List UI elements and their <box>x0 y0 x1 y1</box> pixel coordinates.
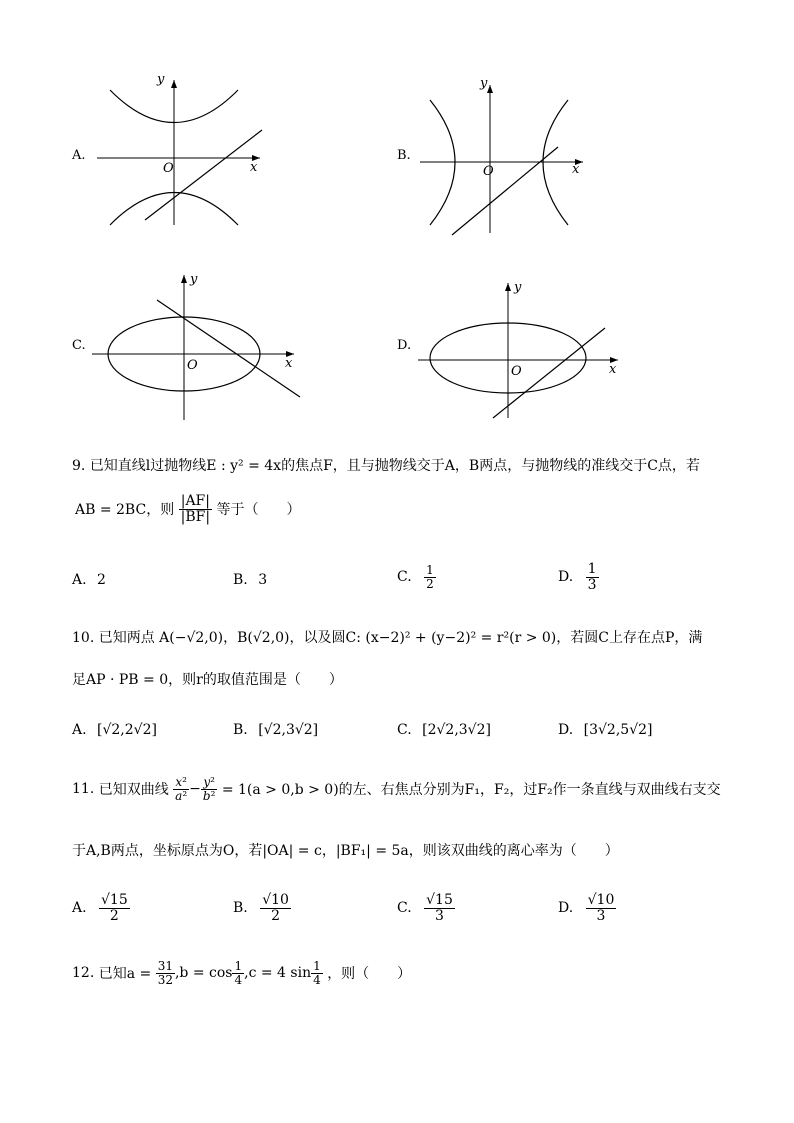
question-11-line-1: 11. 已知双曲线 $\frac{\text{x²}}{\text{a²}}$ − $\frac{\text{y²}}{\text{b²}}$ = 1(a > 0,b > 0)的左、右焦点分别为F₁，F₂，过F₂作一条直线与双曲线右支交 <box>72 775 721 803</box>
question-9-option-c[interactable] <box>397 564 436 590</box>
option-fraction <box>424 893 455 923</box>
option-denominator: 3 <box>596 907 606 924</box>
question-11-option-d[interactable] <box>558 893 616 923</box>
question-10-option-c[interactable] <box>397 722 491 738</box>
q12-a-fraction <box>156 960 175 986</box>
hyperbola-x-term: $\frac{\text{x²}}{\text{a²}}$ <box>175 775 188 803</box>
option-numerator: √10 <box>587 892 615 908</box>
figure-b-origin-label: O <box>483 164 494 179</box>
option-value: [√2,2√2] <box>97 722 157 738</box>
question-9-line-1 <box>72 455 700 475</box>
question-10-option-a[interactable] <box>72 722 157 738</box>
option-fraction <box>586 562 599 592</box>
q12-a-denominator: 32 <box>157 972 173 987</box>
figure-b-y-label: y <box>480 76 488 91</box>
question-9-option-b[interactable] <box>233 572 267 588</box>
question-10-option-b[interactable] <box>233 722 318 738</box>
figure-a-x-label: x <box>250 160 258 175</box>
figure-a-graph <box>95 70 275 235</box>
q12-c-denominator: 4 <box>313 972 321 987</box>
figure-c-graph <box>92 270 302 425</box>
figure-d-x-label: x <box>609 362 617 377</box>
option-denominator: 2 <box>426 576 434 591</box>
question-12-mid-1: ,b = cos <box>174 965 233 982</box>
question-9-line-2 <box>75 494 301 524</box>
option-value: [√2,3√2] <box>258 722 319 738</box>
option-numerator: √15 <box>426 892 453 908</box>
question-12-line-1 <box>72 960 411 986</box>
question-12-number: 12. <box>72 965 95 982</box>
q12-a-numerator: 31 <box>157 959 173 973</box>
figure-d-label: D. <box>397 338 412 353</box>
figure-a-label: A. <box>72 148 86 163</box>
question-11-option-c[interactable] <box>397 893 455 923</box>
q12-c-numerator: 1 <box>313 959 321 973</box>
question-9-ratio-numerator: |AF| <box>179 494 212 510</box>
option-fraction <box>586 893 617 923</box>
option-fraction <box>99 893 130 923</box>
option-label: D. <box>558 722 574 738</box>
option-label: D. <box>558 569 574 586</box>
option-numerator: √15 <box>101 892 128 908</box>
question-9-option-a[interactable] <box>72 572 106 588</box>
question-11-option-b[interactable] <box>233 893 291 923</box>
option-label: B. <box>233 722 248 738</box>
option-label: B. <box>233 900 248 917</box>
figure-d-origin-label: O <box>511 364 522 379</box>
figure-d-graph <box>418 278 628 423</box>
option-value: 2 <box>97 572 106 588</box>
option-value: [3√2,5√2] <box>583 722 653 738</box>
q12-c-fraction <box>311 960 323 986</box>
question-12-mid-2: ,c = 4 sin <box>244 965 312 982</box>
option-numerator: √10 <box>262 892 289 908</box>
option-label: B. <box>233 572 248 588</box>
q12-b-denominator: 4 <box>234 972 243 987</box>
question-11-text-2: 于A,B两点，坐标原点为O，若|OA| = c，|BF₁| = 5a，则该双曲线的离心率为（ ） <box>72 843 619 859</box>
question-10-option-d[interactable] <box>558 722 653 738</box>
option-label: C. <box>397 569 412 586</box>
question-9-condition: AB = 2BC，则 <box>75 502 175 519</box>
option-denominator: 3 <box>587 576 597 593</box>
figure-b-x-label: x <box>572 162 580 177</box>
question-12-tail: ，则（ ） <box>327 966 412 983</box>
option-label: A. <box>72 900 87 917</box>
question-9-tail: 等于（ ） <box>216 502 301 519</box>
question-10-number: 10. <box>72 630 95 646</box>
question-9-ratio-fraction <box>179 494 212 524</box>
option-value: 3 <box>258 572 268 588</box>
question-9-text: 已知直线l过抛物线E : y² = 4x的焦点F，且与抛物线交于A，B两点，与抛物线的准线交于C点，若 <box>89 458 700 474</box>
question-10-text-2: 足AP · PB = 0，则r的取值范围是（ ） <box>72 672 343 688</box>
figure-d-y-label: y <box>514 280 522 295</box>
question-10-text: 已知两点 A(−√2,0)，B(√2,0)，以及圆C: (x−2)² + (y−2)² = r²(r > 0)，若圆C上存在点P，满 <box>98 630 703 646</box>
option-label: A. <box>72 722 87 738</box>
option-label: A. <box>72 572 87 588</box>
question-12-pre: 已知a = <box>98 966 152 983</box>
question-11-pre: 已知双曲线 <box>98 782 169 799</box>
option-denominator: 2 <box>109 907 119 924</box>
figure-c-x-label: x <box>285 356 293 371</box>
option-label: C. <box>397 722 412 738</box>
question-11-option-a[interactable] <box>72 893 130 923</box>
option-denominator: 2 <box>271 907 281 924</box>
figure-c-y-label: y <box>190 272 198 287</box>
question-11-line-2 <box>72 840 619 860</box>
option-value: [2√2,3√2] <box>422 722 491 738</box>
option-label: C. <box>397 900 412 917</box>
figure-a-origin-label: O <box>163 161 174 176</box>
hyperbola-y-term: $\frac{\text{y²}}{\text{b²}}$ <box>202 775 216 803</box>
question-11-post: = 1(a > 0,b > 0)的左、右焦点分别为F₁，F₂，过F₂作一条直线与双曲线右支交 <box>221 782 721 799</box>
question-10-line-2 <box>72 669 343 689</box>
question-9-number: 9. <box>72 458 86 474</box>
question-11-number: 11. <box>72 781 95 798</box>
question-9-option-d[interactable] <box>558 562 599 592</box>
option-fraction <box>424 564 436 590</box>
question-10-line-1 <box>72 627 702 647</box>
q12-b-fraction <box>232 960 244 986</box>
option-label: D. <box>558 900 574 917</box>
q12-b-numerator: 1 <box>234 959 243 973</box>
figure-c-origin-label: O <box>187 358 198 373</box>
option-numerator: 1 <box>587 561 597 577</box>
option-denominator: 3 <box>435 907 444 924</box>
figure-b-label: B. <box>397 148 411 163</box>
figure-b-graph <box>418 75 588 240</box>
option-fraction <box>260 893 291 923</box>
option-numerator: 1 <box>426 563 434 577</box>
figure-c-label: C. <box>72 338 86 353</box>
figure-a-y-label: y <box>157 72 165 87</box>
question-9-ratio-denominator: |BF| <box>180 508 211 525</box>
